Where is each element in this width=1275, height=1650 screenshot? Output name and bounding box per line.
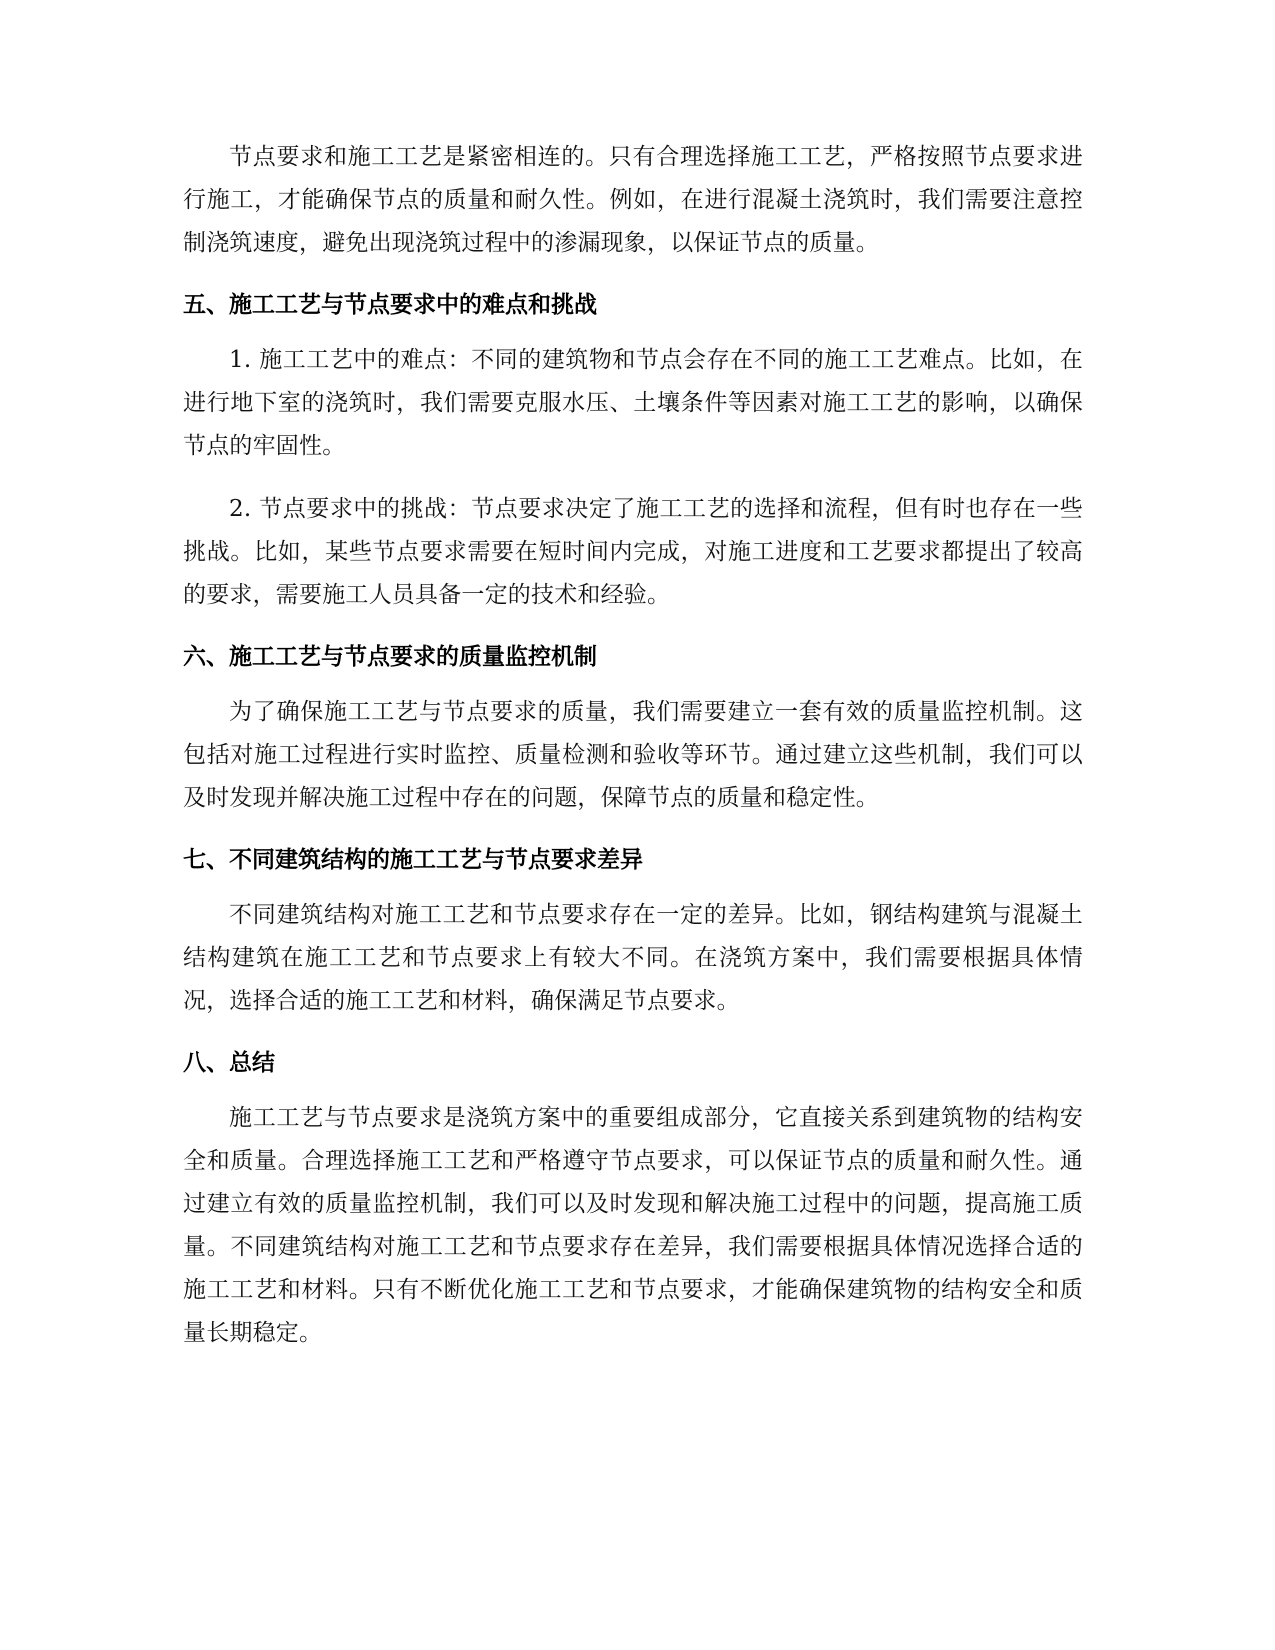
section-heading-5: 五、施工工艺与节点要求中的难点和挑战 xyxy=(183,292,597,318)
section-5-paragraph-2: 2. 节点要求中的挑战：节点要求决定了施工工艺的选择和流程，但有时也存在一些挑战。比如，某些节点要求需要在短时间内完成，对施工进度和工艺要求都提出了较高的要求，需要施工人员具备一定的技术和经验。 xyxy=(183,496,1083,608)
section-8-paragraph-1: 施工工艺与节点要求是浇筑方案中的重要组成部分，它直接关系到建筑物的结构安全和质量。合理选择施工工艺和严格遵守节点要求，可以保证节点的质量和耐久性。通过建立有效的质量监控机制，我们可以及时发现和解决施工过程中的问题，提高施工质量。不同建筑结构对施工工艺和节点要求存在差异，我们需要根据具体情况选择合适的施工工艺和材料。只有不断优化施工工艺和节点要求，才能确保建筑物的结构安全和质量长期稳定。 xyxy=(183,1105,1083,1346)
intro-paragraph: 节点要求和施工工艺是紧密相连的。只有合理选择施工工艺，严格按照节点要求进行施工，才能确保节点的质量和耐久性。例如，在进行混凝土浇筑时，我们需要注意控制浇筑速度，避免出现浇筑过程中的渗漏现象，以保证节点的质量。 xyxy=(183,144,1083,256)
section-7-paragraph-1: 不同建筑结构对施工工艺和节点要求存在一定的差异。比如，钢结构建筑与混凝土结构建筑在施工工艺和节点要求上有较大不同。在浇筑方案中，我们需要根据具体情况，选择合适的施工工艺和材料，确保满足节点要求。 xyxy=(183,902,1083,1014)
section-heading-6: 六、施工工艺与节点要求的质量监控机制 xyxy=(183,644,597,670)
document-body xyxy=(183,136,1083,1375)
section-heading-7: 七、不同建筑结构的施工工艺与节点要求差异 xyxy=(183,847,643,873)
section-5-paragraph-1: 1. 施工工艺中的难点：不同的建筑物和节点会存在不同的施工工艺难点。比如，在进行地下室的浇筑时，我们需要克服水压、土壤条件等因素对施工工艺的影响，以确保节点的牢固性。 xyxy=(183,347,1083,459)
section-heading-8: 八、总结 xyxy=(183,1050,275,1076)
section-6-paragraph-1: 为了确保施工工艺与节点要求的质量，我们需要建立一套有效的质量监控机制。这包括对施工过程进行实时监控、质量检测和验收等环节。通过建立这些机制，我们可以及时发现并解决施工过程中存在的问题，保障节点的质量和稳定性。 xyxy=(183,699,1083,811)
